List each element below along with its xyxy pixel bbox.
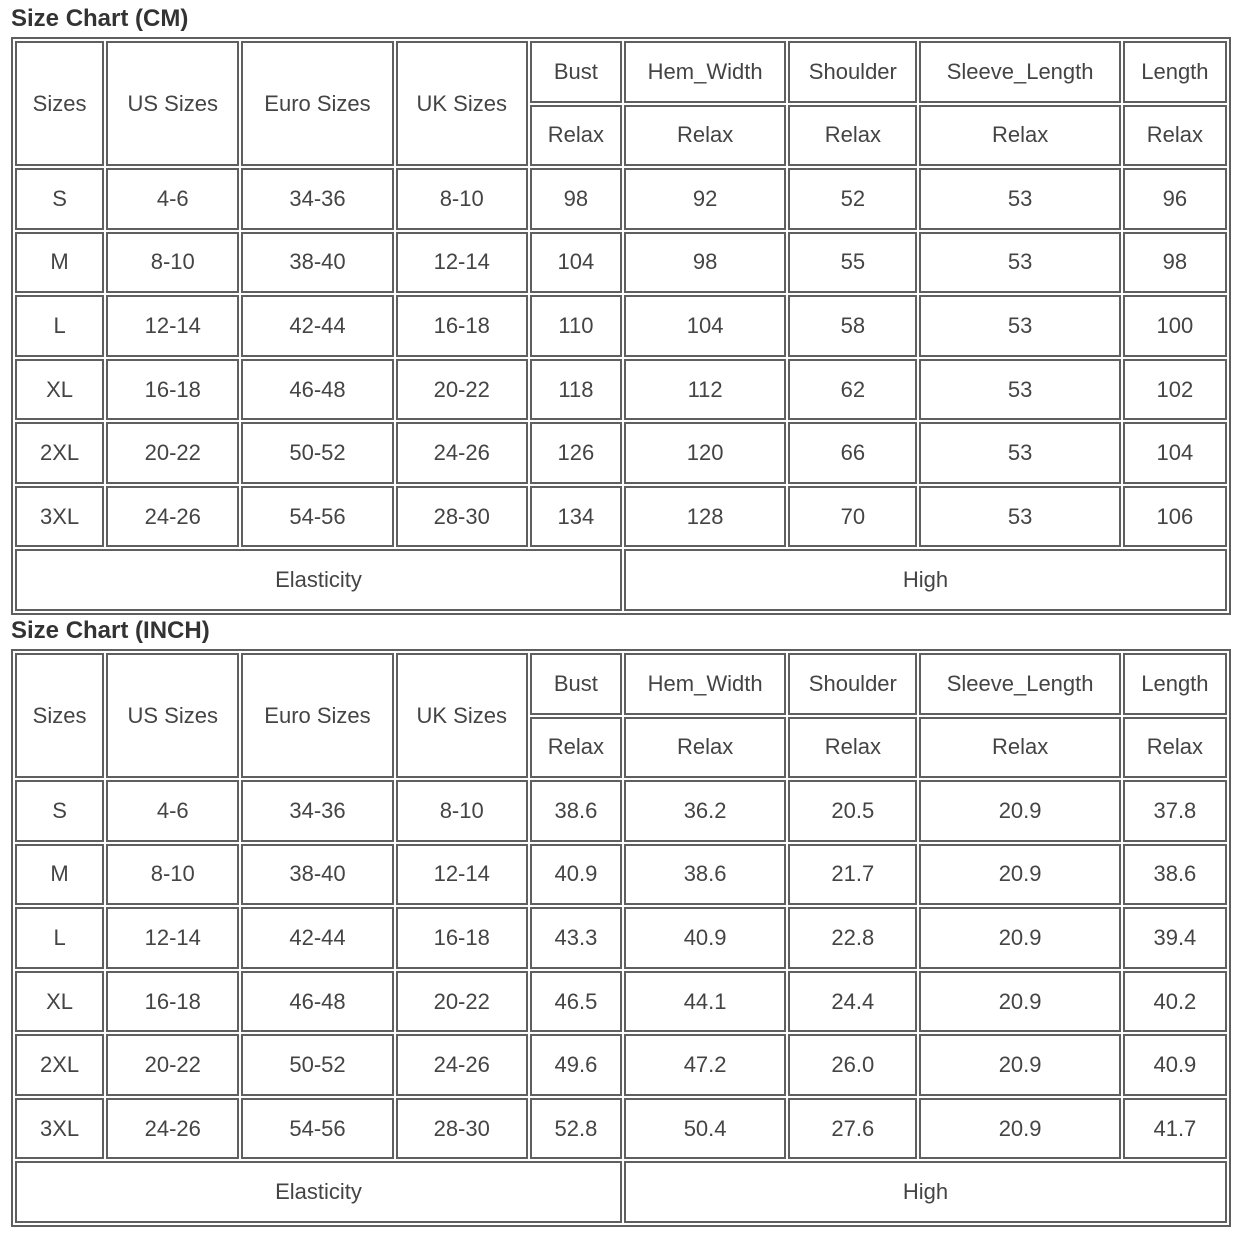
subheader-relax: Relax [530,105,622,167]
cell-euro-size: 46-48 [241,971,393,1033]
cell-size: S [15,168,104,230]
subheader-relax: Relax [919,717,1120,779]
cell-euro-size: 46-48 [241,359,393,421]
header-uk-sizes: UK Sizes [396,41,528,166]
cell-bust: 38.6 [530,780,622,842]
header-us-sizes: US Sizes [106,653,239,778]
cell-us-size: 8-10 [106,844,239,906]
cell-euro-size: 50-52 [241,422,393,484]
header-shoulder: Shoulder [788,41,917,103]
cell-sleeve-length: 20.9 [919,844,1120,906]
header-euro-sizes: Euro Sizes [241,41,393,166]
cell-uk-size: 12-14 [396,232,528,294]
cell-uk-size: 24-26 [396,422,528,484]
cell-uk-size: 8-10 [396,780,528,842]
header-sizes: Sizes [15,41,104,166]
cell-uk-size: 28-30 [396,1098,528,1160]
table-row [15,907,1227,969]
cell-bust: 134 [530,486,622,548]
cell-sleeve-length: 53 [919,359,1120,421]
size-chart-cm-title: Size Chart (CM) [11,5,189,32]
cell-size: 3XL [15,486,104,548]
cell-us-size: 16-18 [106,971,239,1033]
cell-size: 2XL [15,422,104,484]
cell-length: 41.7 [1123,1098,1227,1160]
cell-bust: 126 [530,422,622,484]
cell-euro-size: 42-44 [241,907,393,969]
cell-size: S [15,780,104,842]
cell-hem-width: 40.9 [624,907,786,969]
elasticity-value: High [624,1161,1227,1223]
header-sleeve-length: Sleeve_Length [919,653,1120,715]
elasticity-label: Elasticity [15,1161,622,1223]
cell-bust: 110 [530,295,622,357]
cell-shoulder: 52 [788,168,917,230]
cell-hem-width: 128 [624,486,786,548]
header-length: Length [1123,653,1227,715]
cell-hem-width: 50.4 [624,1098,786,1160]
cell-length: 40.9 [1123,1034,1227,1096]
cell-shoulder: 62 [788,359,917,421]
cell-sleeve-length: 53 [919,422,1120,484]
header-euro-sizes: Euro Sizes [241,653,393,778]
cell-uk-size: 8-10 [396,168,528,230]
cell-us-size: 12-14 [106,295,239,357]
elasticity-value: High [624,549,1227,611]
cell-hem-width: 98 [624,232,786,294]
cell-sleeve-length: 20.9 [919,907,1120,969]
cell-euro-size: 54-56 [241,486,393,548]
cell-bust: 40.9 [530,844,622,906]
table-row [15,486,1227,548]
header-row [15,653,1227,715]
cell-uk-size: 12-14 [396,844,528,906]
table-row [15,971,1227,1033]
cell-us-size: 4-6 [106,168,239,230]
cell-us-size: 16-18 [106,359,239,421]
cell-hem-width: 112 [624,359,786,421]
header-hem-width: Hem_Width [624,41,786,103]
cell-us-size: 20-22 [106,1034,239,1096]
cell-length: 98 [1123,232,1227,294]
footer-row [15,549,1227,611]
header-sizes: Sizes [15,653,104,778]
table-row [15,359,1227,421]
cell-euro-size: 42-44 [241,295,393,357]
cell-size: 2XL [15,1034,104,1096]
subheader-relax: Relax [624,105,786,167]
cell-uk-size: 28-30 [396,486,528,548]
cell-us-size: 24-26 [106,1098,239,1160]
table-row [15,1098,1227,1160]
subheader-relax: Relax [788,717,917,779]
cell-hem-width: 92 [624,168,786,230]
cell-size: XL [15,971,104,1033]
cell-sleeve-length: 53 [919,295,1120,357]
cell-shoulder: 22.8 [788,907,917,969]
cell-length: 39.4 [1123,907,1227,969]
subheader-relax: Relax [1123,717,1227,779]
header-hem-width: Hem_Width [624,653,786,715]
cell-euro-size: 50-52 [241,1034,393,1096]
table-row [15,780,1227,842]
cell-length: 104 [1123,422,1227,484]
header-us-sizes: US Sizes [106,41,239,166]
table-row [15,232,1227,294]
subheader-relax: Relax [788,105,917,167]
cell-shoulder: 20.5 [788,780,917,842]
header-bust: Bust [530,41,622,103]
size-chart-inch-table [11,649,1231,1227]
cell-hem-width: 47.2 [624,1034,786,1096]
footer-row [15,1161,1227,1223]
cell-bust: 46.5 [530,971,622,1033]
subheader-relax: Relax [1123,105,1227,167]
cell-hem-width: 104 [624,295,786,357]
header-shoulder: Shoulder [788,653,917,715]
cell-size: L [15,907,104,969]
cell-sleeve-length: 20.9 [919,1034,1120,1096]
cell-shoulder: 58 [788,295,917,357]
cell-size: M [15,232,104,294]
cell-hem-width: 120 [624,422,786,484]
cell-us-size: 20-22 [106,422,239,484]
cell-size: M [15,844,104,906]
table-row [15,168,1227,230]
header-uk-sizes: UK Sizes [396,653,528,778]
cell-uk-size: 16-18 [396,907,528,969]
size-chart-cm-table [11,37,1231,615]
cell-hem-width: 44.1 [624,971,786,1033]
cell-sleeve-length: 53 [919,232,1120,294]
cell-bust: 104 [530,232,622,294]
subheader-relax: Relax [530,717,622,779]
table-row [15,422,1227,484]
header-bust: Bust [530,653,622,715]
cell-bust: 52.8 [530,1098,622,1160]
cell-length: 102 [1123,359,1227,421]
table-row [15,1034,1227,1096]
cell-us-size: 4-6 [106,780,239,842]
cell-size: L [15,295,104,357]
cell-uk-size: 16-18 [396,295,528,357]
cell-length: 100 [1123,295,1227,357]
cell-bust: 49.6 [530,1034,622,1096]
cell-shoulder: 26.0 [788,1034,917,1096]
cell-sleeve-length: 53 [919,168,1120,230]
cell-length: 106 [1123,486,1227,548]
size-chart-inch-title: Size Chart (INCH) [11,617,210,644]
header-length: Length [1123,41,1227,103]
cell-size: 3XL [15,1098,104,1160]
cell-bust: 98 [530,168,622,230]
header-row [15,41,1227,103]
cell-sleeve-length: 53 [919,486,1120,548]
cell-bust: 43.3 [530,907,622,969]
cell-size: XL [15,359,104,421]
cell-bust: 118 [530,359,622,421]
subheader-relax: Relax [919,105,1120,167]
cell-hem-width: 36.2 [624,780,786,842]
cell-us-size: 8-10 [106,232,239,294]
cell-sleeve-length: 20.9 [919,1098,1120,1160]
header-sleeve-length: Sleeve_Length [919,41,1120,103]
cell-euro-size: 38-40 [241,844,393,906]
cell-us-size: 24-26 [106,486,239,548]
cell-shoulder: 55 [788,232,917,294]
subheader-relax: Relax [624,717,786,779]
cell-length: 37.8 [1123,780,1227,842]
cell-length: 96 [1123,168,1227,230]
cell-sleeve-length: 20.9 [919,971,1120,1033]
cell-us-size: 12-14 [106,907,239,969]
cell-shoulder: 27.6 [788,1098,917,1160]
cell-shoulder: 21.7 [788,844,917,906]
cell-uk-size: 24-26 [396,1034,528,1096]
cell-hem-width: 38.6 [624,844,786,906]
cell-euro-size: 34-36 [241,168,393,230]
cell-sleeve-length: 20.9 [919,780,1120,842]
cell-shoulder: 66 [788,422,917,484]
cell-shoulder: 24.4 [788,971,917,1033]
elasticity-label: Elasticity [15,549,622,611]
cell-euro-size: 38-40 [241,232,393,294]
cell-uk-size: 20-22 [396,971,528,1033]
cell-length: 38.6 [1123,844,1227,906]
cell-shoulder: 70 [788,486,917,548]
cell-euro-size: 34-36 [241,780,393,842]
cell-euro-size: 54-56 [241,1098,393,1160]
table-row [15,844,1227,906]
table-row [15,295,1227,357]
cell-uk-size: 20-22 [396,359,528,421]
cell-length: 40.2 [1123,971,1227,1033]
